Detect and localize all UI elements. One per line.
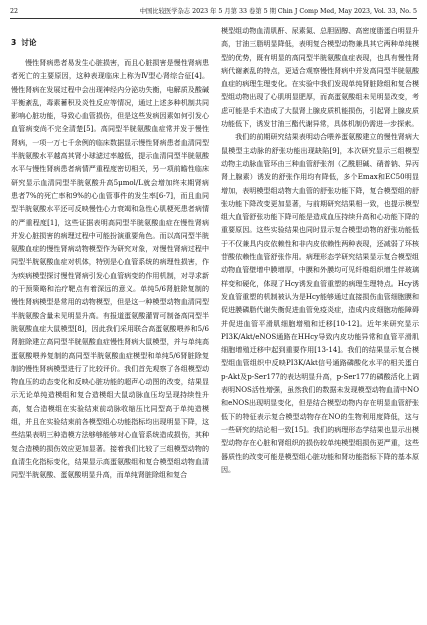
- right-column: [221, 24, 419, 476]
- journal-citation: 中国比较医学杂志 2023 年 5 月第 33 卷第 5 期 Chin J Comp Med, May 2023, Vol. 33, No. 5: [139, 8, 417, 15]
- section-number: 3: [11, 38, 17, 47]
- page-number: 22: [10, 8, 19, 15]
- section-heading: [11, 36, 209, 50]
- page-header: [10, 6, 417, 19]
- section-title: 讨论: [21, 38, 37, 47]
- paragraph: 模型组动物血清肌酐、尿素氮、总胆固醇、高密度脂蛋白明显升高，甘油三脂明显降低，表明复合模型动物兼具其它两种单纯模型的优势，既有明显的高同型半胱氨酸血症表现，也具有慢性肾病代谢紊乱的特点，更适合观察慢性肾病中并发高同型半胱氨酸血症的病理生理变化。在实验中我们发现单纯肾脏除组和复合模型组动物出现了心肌明显肥厚，而高蛋氨酸组未见明显改变，考虑可能是手术造成了大鼠肾上腺皮质机能损伤，引起肾上腺皮质功能低下，诱发甘油三酯代谢异常，具体机制仍需进一步探索。: [221, 26, 419, 129]
- paragraph: 慢性肾病患者易发生心脏损害，而且心脏损害是慢性肾病患者死亡的主要原因，这种表现临床上称为Ⅳ型心肾综合征[4]。慢性肾病在发展过程中会出现神经内分泌功失衡，电解质及酸碱平衡紊乱，毒素蓄积及炎性反应等情况，通过上述多种机制共同影响心脏功能，导致心血管损伤，但是这些发病因素如何引发心血管病变尚不完全清楚[5]。高同型半胱氨酸血症常并发于慢性肾病，一项一万七千余例的临床数据显示慢性肾病患者血清同型半胱氨酸水平越高其肾小球滤过率越低，提示血清同型半胱氨酸水平与慢性肾病患者病情严重程度密切相关，另一项前瞻性临床研究显示血清同型半胱氨酸升高5μmol/L就会增加终末期肾病患者7%的死亡率和9%的心血管事件的发生率[6-7]，而且血同型半胱氨酸水平还可反映慢性心力衰竭和急性心肌梗死患者病情的严重程度[1]，这些证据表明高同型半胱氨酸血症在慢性肾病并发心脏损害的病理过程中可能扮演重要角色。而以高同型半胱氨酸血症的慢性肾病动物模型作为研究对象，对慢性肾病过程中同型半胱氨酸血症对机体，特别是心血管系统的病理性损害，作为疾病模型探讨慢性肾病引发心血管病变的作用机制，对寻求新的干预策略和治疗靶点有着深远的意义。单纯5/6肾脏除复制的慢性肾病模型是常用的动物模型，但是这一种模型动物血清同型半胱氨酸含量未见明显升高。有报道蛋氨酸灌胃可制备高同型半胱氨酸血症大鼠模型[8]，因此我们采用联合高蛋氨酸喂养和5/6肾脏除建立高同型半胱氨酸血症慢性肾病大鼠模型，并与单纯高蛋氨酸喂养复制的高同型半胱氨酸血症模型和单纯5/6肾脏除复制的慢性肾病模型进行了比较评价。我们首先观察了各组模型动物血压的动态变化和反映心脏功能的超声心动图的改变，结果显示无论单纯造模组和复合造模组大鼠动脉血压均呈现持续性升高，复合造模组在实验结束前动脉收缩压比同型高于单纯造模组，并且在实验结束前各模型组心功能指标均出现明显下降，这些结果表明三种造模方法够够能够对心血管系统造成损伤，其种复合造模的损伤效应更加显著。接着我们比较了三组模型动物的血清生化指标变化，结果显示高蛋氨酸组和复合模型组动物血清同型半胱氨酸、蛋氨酸明显升高，而单纯肾脏除组和复合: [11, 58, 209, 480]
- left-column: [11, 24, 209, 482]
- paragraph: 我们的前期研究结果表明动合喂养蛋氨酸建立的慢性肾病大鼠模型主动脉的舒张功能出现缺陷[9]，本次研究显示三组模型动物主动脉血管环由三种血管舒张剂（乙酰胆碱、硝普钠、异丙肾上腺素）诱发的舒张作用均有降低，多个Emax和EC50明显增加，表明模型组动物大血管的舒张功能下降，复合模型组的舒张功能下降改变更加显著，与前期研究结果相一致，也提示模型组大血管舒张功能下降可能是造成血压持续升高和心功能下降的重要原因。这些实验结果也同时显示复合模型动物的舒张功能低于不仅兼具内皮依赖性和非内皮依赖性两种表现，还减弱了环核苷酸依赖性血管舒张作用。病理形态学研究结果显示复合模型组动物血管壁增中膜增厚，中膜和外膜均可见纤维组织增生伴玻璃样变和硬化，体现了Hcy诱发血管重塑的病理生理特点。Hcy诱发血管重塑的机制被认为是Hcy能够通过直接损伤血管细胞膜和促进膜磷脂代谢失衡促进血管免疫炎症，造成内皮细胞功能障碍并促进血管平滑肌细胞增殖和迁移[10-12]。近年来研究显示PI3K/Akt/eNOS通路在HHcy导致内皮功能异常和血管平滑肌细胞增殖迁移中起到重要作用[13-14]。我们的结果显示复合模型组血管组织中反映PI3K/Akt信号通路磷酸化水平的相关蛋白p-Akt及p-Ser177的表达明显升高，p-Ser177的磷酸活化上调表明NOS活性增强，虽然我们的数据未发现模型动物血清中NO和eNOS出现明显变化，但是结合模型动物内存在明显血管舒张低下的特征表示复合模型动物存在NO的生物利用度降低，这与一些研究的结论相一致[15]。我们的病理形态学结果也显示出模型动物存在心脏和肾组织的损伤较单纯模型组损伤更严重，这些器质性的改变可能是模型组心脏功能和肾功能指标下降的基本原因。: [221, 132, 419, 474]
